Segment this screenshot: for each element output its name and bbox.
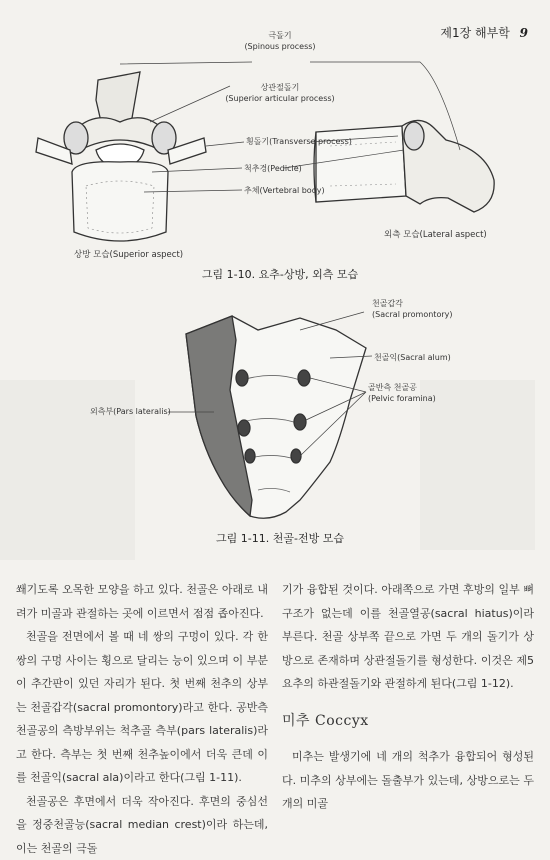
label-superior-aspect: 상방 모습(Superior aspect) — [74, 250, 183, 261]
figure1-caption: 그림 1-10. 요추-상방, 외측 모습 — [180, 266, 380, 282]
left-paragraph-2: 천골을 전면에서 볼 때 네 쌍의 구멍이 있다. 각 한 쌍의 구멍 사이는 횡으로 달리는 능이 있으며 이 부분이 추간판이 있던 자리가 된다. 첫 번째 천추의 상부는 천골갑각(sacral promontory)라고 한다. 공반측 천골공의 측방부위는 척추골 측부(pars lateralis)라고 한다. 측부는 첫 번째 천추높이에서 더욱 큰데 이를 천골익(sacral ala)이라고 한다(그림 1-11). — [16, 625, 268, 790]
label-spinous-process — [230, 30, 330, 52]
label-transverse-process: 횡돌기(Transverse process) — [246, 136, 352, 147]
label-pedicle: 척추경(Pedicle) — [244, 163, 302, 174]
label-promontory-text: 천골갑각 (Sacral promontory) — [372, 299, 452, 319]
vertebra-lateral-view — [314, 120, 494, 212]
section-heading-en: Coccyx — [315, 713, 369, 729]
left-paragraph-3: 천골공은 후면에서 더욱 작아진다. 후면의 중심선을 정중천골능(sacral median crest)이라 하는데, 이는 천골의 극돌 — [16, 790, 268, 860]
label-vertebral-body: 추체(Vertebral body) — [244, 185, 325, 196]
section-heading-coccyx — [282, 710, 534, 734]
vertebra-superior-view — [36, 72, 206, 241]
label-foramina-text: 골반측 천골공 (Pelvic foramina) — [368, 383, 436, 403]
label-sacral-alum: 천골익(Sacral alum) — [374, 352, 451, 363]
page-number: 9 — [520, 26, 528, 40]
left-paragraph-1: 쐐기도록 오목한 모양을 하고 있다. 천골은 아래로 내려가 미골과 관절하는 곳에 이르면서 점점 좁아진다. — [16, 578, 268, 625]
sacrum-anterior-view — [186, 316, 366, 518]
body-text-left-column — [16, 578, 268, 860]
right-paragraph-1: 기가 융합된 것이다. 아래쪽으로 가면 후방의 일부 뼈 구조가 없는데 이를 천골열공(sacral hiatus)이라 부른다. 천골 상부쪽 끝으로 가면 두 개의 돌기가 상방으로 존재하며 상관절돌기를 형성한다. 이것은 제5요추의 하관절돌기와 관절하게 된다(그림 1-12). — [282, 578, 534, 696]
label-sacral-promontory — [372, 298, 452, 320]
label-superior-articular-text: 상관절돌기 (Superior articular process) — [225, 83, 334, 103]
figure2-caption: 그림 1-11. 천골-전방 모습 — [200, 530, 360, 546]
coccyx-paragraph: 미추는 발생기에 네 개의 척추가 융합되어 형성된다. 미추의 상부에는 돌출부가 있는데, 상방으로는 두 개의 미골 — [282, 745, 534, 816]
label-spinous-text: 극돌기 (Spinous process) — [244, 31, 315, 51]
section-heading-ko: 미추 — [282, 713, 310, 729]
label-superior-articular-process — [220, 82, 340, 104]
body-text-right-column — [282, 578, 534, 816]
label-pars-lateralis: 외측부(Pars lateralis) — [90, 406, 171, 417]
chapter-title: 제1장 해부학 — [440, 26, 509, 40]
label-pelvic-foramina — [368, 382, 436, 404]
label-lateral-aspect: 외측 모습(Lateral aspect) — [384, 230, 487, 241]
